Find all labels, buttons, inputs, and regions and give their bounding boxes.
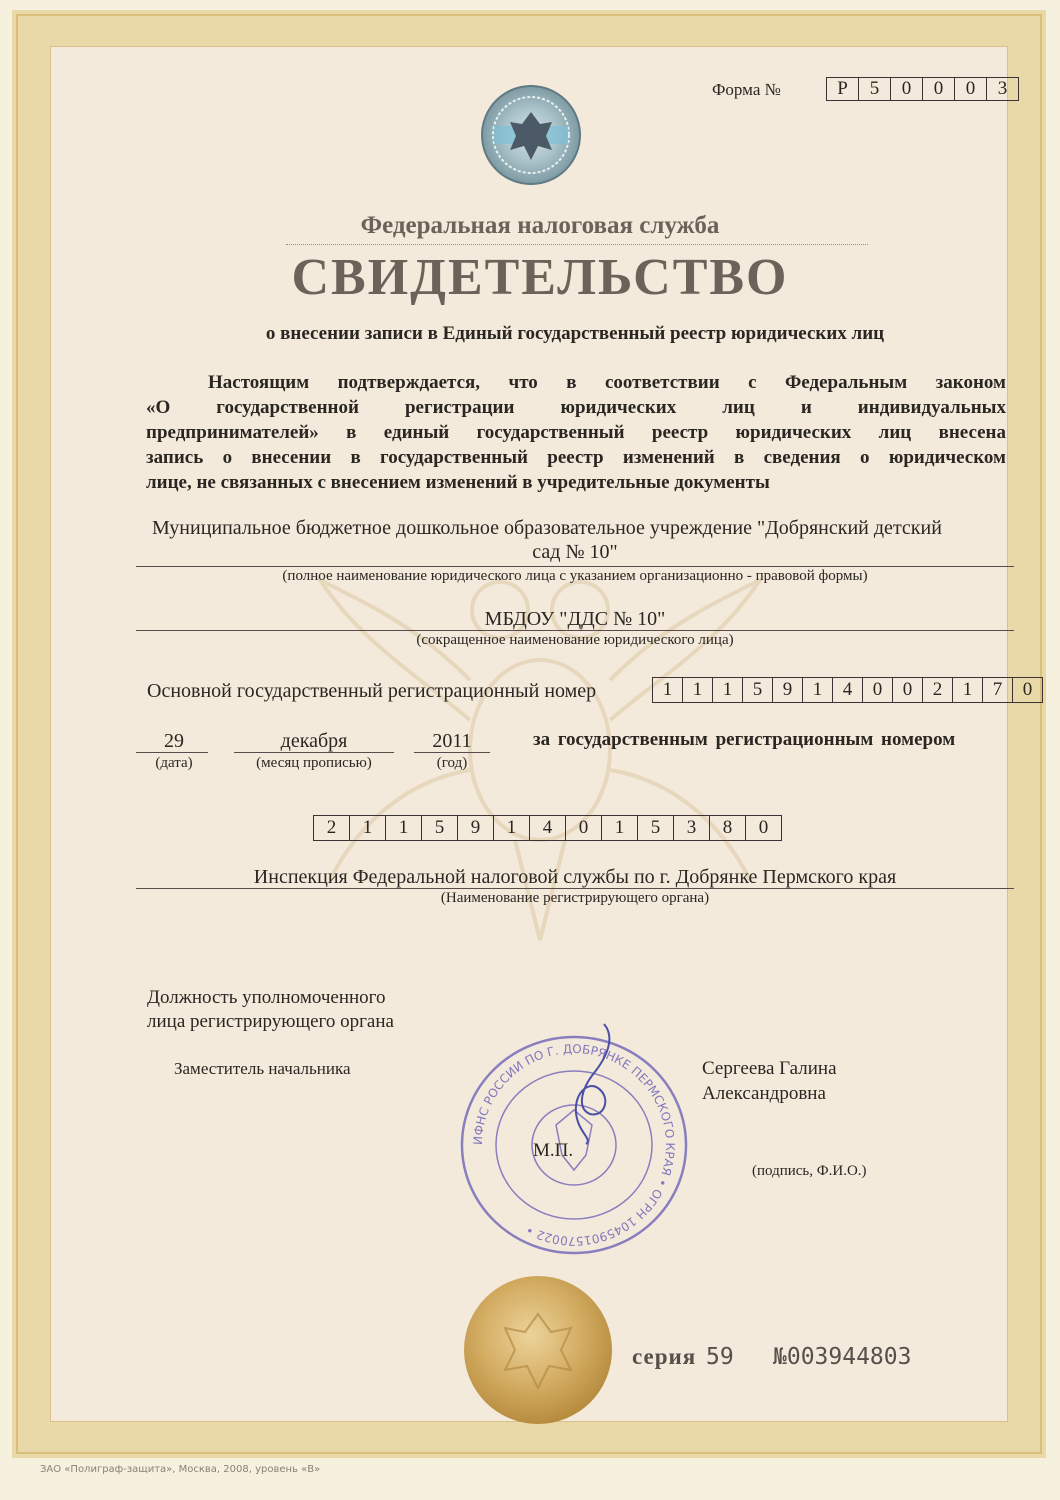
number-cell: 1 [602,816,638,840]
number-cell: 2 [923,678,953,702]
day-line [136,752,208,753]
signature-caption: (подпись, Ф.И.О.) [752,1163,867,1179]
number-cell: 5 [638,816,674,840]
year-caption: (год) [436,755,468,771]
number-cell: 4 [530,816,566,840]
day-caption: (дата) [155,755,193,771]
number-cell: 0 [923,78,955,100]
registration-number-label: за государственным регистрационным номером [533,729,956,750]
number-cell: 0 [758,817,769,838]
number-cell: 5 [422,816,458,840]
number-cell: 9 [458,816,494,840]
statement-paragraph [146,370,1006,495]
series-value: 59 [706,1344,734,1370]
hologram-emblem-icon [480,84,582,186]
number-cell: 7 [983,678,1013,702]
number-cell: 2 [314,816,350,840]
page-title: СВИДЕТЕЛЬСТВО [291,249,789,306]
short-name-caption: (сокращенное наименование юридического лица) [416,632,734,648]
official-name-cont: Александровна [702,1083,826,1104]
position-label-cont: лица регистрирующего органа [147,1011,394,1032]
registration-year: 2011 [432,730,472,752]
authority-line [136,888,1014,889]
ogrn-number-cells [652,677,1043,703]
number-cell: 3 [674,816,710,840]
registration-month: декабря [280,730,348,752]
year-line [414,752,490,753]
full-name-caption: (полное наименование юридического лица с указанием организационно - правовой формы) [282,568,868,584]
entity-short-name: МБДОУ "ДДС № 10" [484,608,666,630]
official-name: Сергеева Галина [702,1058,837,1079]
grn-number-cells [313,815,782,841]
ogrn-label: Основной государственный регистрационный номер [147,680,597,702]
number-cell: 3 [997,78,1008,99]
number-cell: 4 [833,678,863,702]
stamp-text: ИФНС РОССИИ ПО Г. ДОБРЯНКЕ ПЕРМСКОГО КРАЯ • ОГРН 1045901570022 • [470,1041,678,1249]
registration-day: 29 [164,730,184,752]
number-cell: 1 [653,678,683,702]
official-position: Заместитель начальника [174,1059,351,1078]
number-cell: 1 [350,816,386,840]
agency-underline [286,244,868,245]
gold-seal-icon [461,1274,615,1426]
number-cell: 0 [955,78,987,100]
number-cell: 1 [494,816,530,840]
statement-line: «О государственной регистрации юридических лиц и индивидуальных [146,397,1006,418]
number-cell: 1 [683,678,713,702]
number-cell: 0 [566,816,602,840]
form-label: Форма № [712,80,781,99]
short-name-line [136,630,1014,631]
entity-full-name-cont: сад № 10" [532,541,618,563]
stamp-place-label: М.П. [533,1140,574,1161]
number-cell: 0 [1022,679,1033,700]
number-cell: 1 [953,678,983,702]
number-cell: Р [827,78,859,100]
authority-caption: (Наименование регистрирующего органа) [440,890,710,906]
agency-name: Федеральная налоговая служба [360,212,720,239]
position-label: Должность уполномоченного [147,987,386,1008]
number-cell: 8 [710,816,746,840]
statement-line: лице, не связанных с внесением изменений в учредительные документы [146,472,770,493]
full-name-line [136,566,1014,567]
number-cell: 5 [743,678,773,702]
number-cell: 0 [893,678,923,702]
statement-line: Настоящим подтверждается, что в соответствии с Федеральным законом [208,372,1006,393]
number-cell: 0 [863,678,893,702]
form-number-cells [826,77,1019,101]
registering-authority: Инспекция Федеральной налоговой службы по г. Добрянке Пермского края [253,866,897,888]
statement-line: предпринимателей» в единый государственный реестр юридических лиц внесена [146,422,1006,443]
number-cell: 5 [859,78,891,100]
number-cell: 9 [773,678,803,702]
entity-full-name: Муниципальное бюджетное дошкольное образовательное учреждение "Добрянский детский [152,517,942,539]
certificate-subtitle: о внесении записи в Единый государственный реестр юридических лиц [265,323,885,344]
number-cell: 1 [386,816,422,840]
number-cell: 1 [713,678,743,702]
series-label: серия [632,1344,697,1369]
month-line [234,752,394,753]
printer-imprint: ЗАО «Полиграф-защита», Москва, 2008, уровень «В» [40,1464,321,1475]
signature-icon [546,1018,636,1148]
statement-line: запись о внесении в государственный реестр изменений в сведения о юридическом [146,447,1006,468]
serial-number: №003944803 [773,1344,912,1370]
number-cell: 1 [803,678,833,702]
month-caption: (месяц прописью) [256,755,372,771]
number-cell: 0 [891,78,923,100]
